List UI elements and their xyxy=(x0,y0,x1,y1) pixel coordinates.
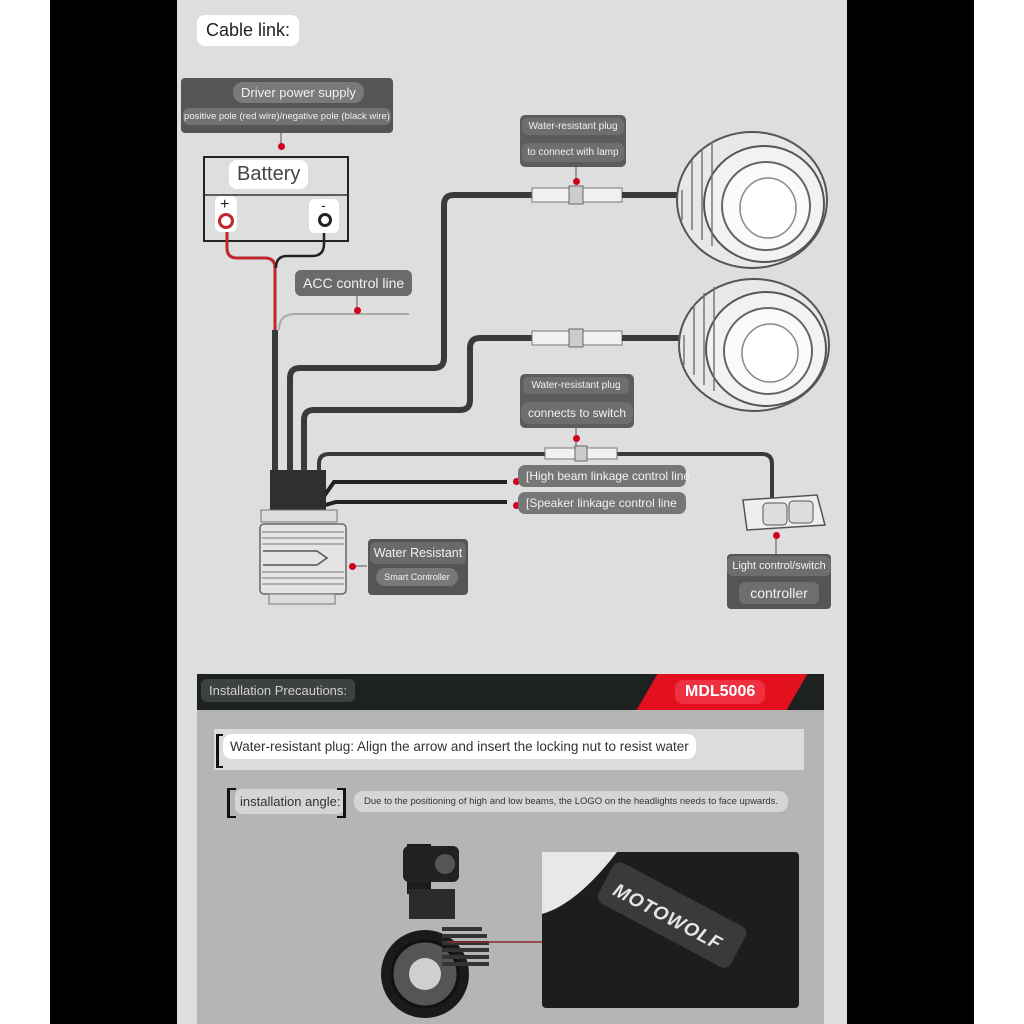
lamp-plug-line2: to connect with lamp xyxy=(522,143,624,162)
switch-label-box xyxy=(727,554,831,609)
product-page xyxy=(177,0,847,1024)
precautions-title: Installation Precautions: xyxy=(201,679,355,702)
motowolf-logo: MOTOWOLF xyxy=(609,879,726,956)
speaker-label: [Speaker linkage control line xyxy=(518,492,686,514)
driver-power-marker xyxy=(278,143,285,150)
switch-plug-marker xyxy=(573,435,580,442)
switch-plug-line2: connects to switch xyxy=(521,402,633,424)
acc-wire xyxy=(279,314,409,330)
controller-marker xyxy=(349,563,356,570)
switch-device xyxy=(743,495,825,530)
acc-control-label: ACC control line xyxy=(295,270,412,296)
driver-power-box xyxy=(181,78,393,133)
red-wire xyxy=(227,220,275,330)
controller-line2: Smart Controller xyxy=(376,568,458,586)
switch-plug-box xyxy=(520,374,634,428)
model-badge: MDL5006 xyxy=(675,680,765,704)
lamp2-wire xyxy=(304,338,532,480)
angle-label: installation angle: xyxy=(235,789,345,814)
headlight-product-image xyxy=(197,674,824,1024)
lamp2-connector xyxy=(532,329,622,347)
driver-power-title: Driver power supply xyxy=(233,82,364,103)
controller-line1: Water Resistant xyxy=(370,542,466,564)
controller-label-box xyxy=(368,539,468,595)
battery-label: Battery xyxy=(229,160,308,189)
positive-sign: + xyxy=(220,196,230,213)
negative-sign: - xyxy=(321,197,326,213)
plug-note: Water-resistant plug: Align the arrow and insert the locking nut to resist water xyxy=(223,734,696,759)
switch-marker xyxy=(773,532,780,539)
switch-connector xyxy=(545,446,617,461)
speaker-wire xyxy=(322,502,507,506)
trunk-bundle xyxy=(270,470,326,510)
high-beam-wire xyxy=(320,482,507,502)
switch-line1: Light control/switch xyxy=(727,556,831,576)
cable-link-title: Cable link: xyxy=(197,15,299,46)
driver-power-subtitle: positive pole (red wire)/negative pole (black wire) xyxy=(183,108,391,125)
acc-marker xyxy=(354,307,361,314)
lamp-plug-line1: Water-resistant plug xyxy=(522,118,624,135)
lamp-plug-box xyxy=(520,115,626,167)
lamp-plug-marker xyxy=(573,178,580,185)
headlight-1 xyxy=(677,132,827,268)
switch-plug-line1: Water-resistant plug xyxy=(523,377,629,394)
negative-terminal-icon xyxy=(318,213,332,227)
positive-terminal-icon xyxy=(218,213,234,229)
angle-note: Due to the positioning of high and low beams, the LOGO on the headlights needs to face upwards. xyxy=(354,791,788,812)
lamp1-connector xyxy=(532,186,622,204)
switch-line2: controller xyxy=(739,582,819,604)
precautions-section xyxy=(197,674,824,1024)
smart-controller-unit xyxy=(260,510,346,604)
headlight-2 xyxy=(679,279,829,411)
high-beam-label: [High beam linkage control line xyxy=(518,465,686,487)
